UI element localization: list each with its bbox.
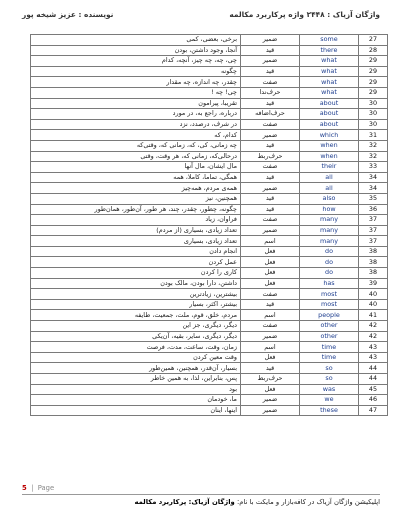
table-row [31, 56, 388, 67]
row-word: what [300, 66, 359, 77]
row-word: when [300, 140, 359, 151]
table-row [31, 268, 388, 279]
table-row [31, 172, 388, 183]
row-meaning: مردم، خلق، قوم، ملت، جمعیت، طایفه [31, 310, 241, 321]
row-part-of-speech: قید [241, 98, 300, 109]
row-number: 29 [359, 87, 388, 98]
table-row [31, 331, 388, 342]
row-word: many [300, 215, 359, 226]
row-number: 29 [359, 66, 388, 77]
table-row [31, 299, 388, 310]
row-meaning: بسیار، آن‌قدر، همچنین، همین‌طور [31, 363, 241, 374]
row-meaning: کدام، که [31, 130, 241, 141]
row-word: do [300, 257, 359, 268]
row-part-of-speech: اسم [241, 310, 300, 321]
table-row [31, 374, 388, 385]
row-word: has [300, 278, 359, 289]
page-label: Page [37, 484, 55, 492]
row-word: so [300, 363, 359, 374]
row-meaning: دیگر، دیگری، جز این [31, 321, 241, 332]
row-number: 32 [359, 151, 388, 162]
table-row [31, 98, 388, 109]
page-footer [22, 484, 380, 506]
row-number: 36 [359, 204, 388, 215]
row-meaning: دیگر، دیگری، سایر، بقیه، آن‌یکی [31, 331, 241, 342]
row-part-of-speech: قید [241, 172, 300, 183]
table-row [31, 352, 388, 363]
page-header [22, 10, 380, 24]
row-number: 40 [359, 299, 388, 310]
row-number: 31 [359, 130, 388, 141]
table-row [31, 45, 388, 56]
row-number: 34 [359, 172, 388, 183]
document-title: واژگان آزیاک : ۲۴۴۸ واژه پرکاربرد مکالمه [229, 10, 380, 19]
row-word: about [300, 119, 359, 130]
table-row [31, 35, 388, 46]
row-number: 46 [359, 395, 388, 406]
table-row [31, 342, 388, 353]
row-number: 38 [359, 246, 388, 257]
table-row [31, 87, 388, 98]
table-row [31, 225, 388, 236]
row-part-of-speech: اسم [241, 342, 300, 353]
row-part-of-speech: ضمیر [241, 56, 300, 67]
table-row [31, 119, 388, 130]
table-row [31, 257, 388, 268]
row-meaning: عمل کردن [31, 257, 241, 268]
row-number: 37 [359, 215, 388, 226]
row-word: do [300, 246, 359, 257]
row-word: what [300, 56, 359, 67]
row-word: about [300, 98, 359, 109]
row-part-of-speech: فعل [241, 268, 300, 279]
vocabulary-table [30, 34, 388, 416]
row-part-of-speech: صفت [241, 215, 300, 226]
row-word: time [300, 352, 359, 363]
footer-divider [22, 494, 380, 495]
row-meaning: بیشترین، زیادترین [31, 289, 241, 300]
row-meaning: داشتن، دارا بودن، مالک بودن [31, 278, 241, 289]
row-meaning: درحالی‌که، زمانی که، هر وقت، وقتی [31, 151, 241, 162]
author-label: نویسنده : عزیز شیخه پور [22, 10, 114, 19]
row-part-of-speech: ضمیر [241, 183, 300, 194]
row-part-of-speech: حرف‌ندا [241, 87, 300, 98]
table-row [31, 321, 388, 332]
row-number: 43 [359, 342, 388, 353]
row-meaning: همگی، تماما، کاملا، همه [31, 172, 241, 183]
row-meaning: پس، بنابراین، لذا، به همین خاطر [31, 374, 241, 385]
row-part-of-speech: قید [241, 204, 300, 215]
row-meaning: زمان، وقت، ساعت، مدت، فرصت [31, 342, 241, 353]
row-number: 37 [359, 225, 388, 236]
row-word: many [300, 225, 359, 236]
table-row [31, 363, 388, 374]
row-number: 27 [359, 35, 388, 46]
row-word: all [300, 172, 359, 183]
table-row [31, 236, 388, 247]
table-row [31, 183, 388, 194]
row-number: 30 [359, 109, 388, 120]
row-meaning: همه‌ی مردم، همه‌چیز [31, 183, 241, 194]
row-word: do [300, 268, 359, 279]
row-part-of-speech: صفت [241, 77, 300, 88]
row-part-of-speech: قید [241, 45, 300, 56]
row-meaning: ما، خودمان [31, 395, 241, 406]
table-row [31, 395, 388, 406]
row-part-of-speech: ضمیر [241, 130, 300, 141]
row-meaning: بود [31, 384, 241, 395]
table-row [31, 66, 388, 77]
row-number: 47 [359, 405, 388, 416]
row-part-of-speech: صفت [241, 162, 300, 173]
row-part-of-speech: صفت [241, 289, 300, 300]
table-row [31, 109, 388, 120]
vocabulary-table-body [31, 35, 388, 416]
row-meaning: اینها، اینان [31, 405, 241, 416]
row-part-of-speech: فعل [241, 278, 300, 289]
page-number: 5 [22, 484, 27, 492]
row-word: these [300, 405, 359, 416]
row-word: was [300, 384, 359, 395]
row-part-of-speech: حرف‌ربط [241, 374, 300, 385]
row-number: 40 [359, 289, 388, 300]
row-number: 28 [359, 45, 388, 56]
row-word: other [300, 321, 359, 332]
table-row [31, 162, 388, 173]
row-part-of-speech: قید [241, 363, 300, 374]
row-number: 30 [359, 119, 388, 130]
row-number: 32 [359, 140, 388, 151]
row-part-of-speech: فعل [241, 257, 300, 268]
row-number: 29 [359, 77, 388, 88]
table-row [31, 405, 388, 416]
row-part-of-speech: صفت [241, 119, 300, 130]
row-word: most [300, 299, 359, 310]
footer-note [22, 498, 380, 506]
row-word: what [300, 77, 359, 88]
row-part-of-speech: قید [241, 193, 300, 204]
row-meaning: چگونه، چطور، چقدر، چند، هر طور، آن‌طور، همان‌طور [31, 204, 241, 215]
row-part-of-speech: حرف‌ربط [241, 151, 300, 162]
row-part-of-speech: صفت [241, 321, 300, 332]
row-number: 44 [359, 363, 388, 374]
table-row [31, 151, 388, 162]
row-number: 29 [359, 56, 388, 67]
table-row [31, 140, 388, 151]
row-meaning: چی! چه ! [31, 87, 241, 98]
row-part-of-speech: ضمیر [241, 225, 300, 236]
row-meaning: برخی، بعضی، کمی [31, 35, 241, 46]
page-separator: | [28, 484, 36, 492]
row-word: so [300, 374, 359, 385]
row-meaning: کاری را کردن [31, 268, 241, 279]
row-word: also [300, 193, 359, 204]
row-word: what [300, 87, 359, 98]
row-word: most [300, 289, 359, 300]
row-word: about [300, 109, 359, 120]
table-row [31, 384, 388, 395]
row-word: we [300, 395, 359, 406]
table-row [31, 278, 388, 289]
row-part-of-speech: فعل [241, 384, 300, 395]
table-row [31, 130, 388, 141]
page-indicator [22, 484, 380, 492]
row-number: 33 [359, 162, 388, 173]
row-word: time [300, 342, 359, 353]
row-word: how [300, 204, 359, 215]
row-part-of-speech: ضمیر [241, 405, 300, 416]
table-row [31, 77, 388, 88]
footer-app-name: واژگان آزیاک: پرکاربرد مکالمه [134, 498, 235, 506]
row-number: 37 [359, 236, 388, 247]
row-meaning: آنجا، وجود داشتن، بودن [31, 45, 241, 56]
row-word: when [300, 151, 359, 162]
row-part-of-speech: قید [241, 66, 300, 77]
row-meaning: همچنین، نیز [31, 193, 241, 204]
row-meaning: بیشتر، اکثر، بسیار [31, 299, 241, 310]
row-number: 39 [359, 278, 388, 289]
row-number: 38 [359, 257, 388, 268]
row-part-of-speech: فعل [241, 246, 300, 257]
row-meaning: چه زمانی، کی، که، زمانی که، وقتی‌که [31, 140, 241, 151]
row-meaning: مال ایشان، مال آنها [31, 162, 241, 173]
row-meaning: فراوان، زیاد [31, 215, 241, 226]
row-word: some [300, 35, 359, 46]
row-part-of-speech: ضمیر [241, 35, 300, 46]
row-part-of-speech: قید [241, 299, 300, 310]
row-meaning: چی، چه، چه چیز، آنچه، کدام [31, 56, 241, 67]
row-part-of-speech: اسم [241, 236, 300, 247]
row-number: 38 [359, 268, 388, 279]
row-word: many [300, 236, 359, 247]
table-row [31, 204, 388, 215]
row-word: people [300, 310, 359, 321]
row-meaning: در شرف، درصدد، نزد [31, 119, 241, 130]
row-meaning: تعداد زیادی، بسیاری (از مردم) [31, 225, 241, 236]
row-number: 44 [359, 374, 388, 385]
row-meaning: تقریبا، پیرامون [31, 98, 241, 109]
row-meaning: وقت معین کردن [31, 352, 241, 363]
row-word: their [300, 162, 359, 173]
row-number: 35 [359, 193, 388, 204]
row-word: other [300, 331, 359, 342]
table-row [31, 246, 388, 257]
row-meaning: چقدر، چه اندازه، چه مقدار [31, 77, 241, 88]
row-part-of-speech: حرف‌اضافه [241, 109, 300, 120]
row-part-of-speech: قید [241, 140, 300, 151]
table-row [31, 289, 388, 300]
table-row [31, 310, 388, 321]
row-number: 43 [359, 352, 388, 363]
row-part-of-speech: ضمیر [241, 395, 300, 406]
row-word: all [300, 183, 359, 194]
row-number: 41 [359, 310, 388, 321]
table-row [31, 193, 388, 204]
row-number: 45 [359, 384, 388, 395]
row-part-of-speech: فعل [241, 352, 300, 363]
table-row [31, 215, 388, 226]
row-number: 42 [359, 331, 388, 342]
row-number: 34 [359, 183, 388, 194]
row-meaning: درباره، راجع به، در مورد [31, 109, 241, 120]
row-word: there [300, 45, 359, 56]
row-meaning: چگونه [31, 66, 241, 77]
footer-note-prefix: اپلیکیشن واژگان آزیاک در کافه‌بازار و مایکت با نام: [236, 498, 380, 506]
row-word: which [300, 130, 359, 141]
row-number: 30 [359, 98, 388, 109]
row-meaning: انجام دادن [31, 246, 241, 257]
row-part-of-speech: ضمیر [241, 331, 300, 342]
row-number: 42 [359, 321, 388, 332]
row-meaning: تعداد زیادی، بسیاری [31, 236, 241, 247]
